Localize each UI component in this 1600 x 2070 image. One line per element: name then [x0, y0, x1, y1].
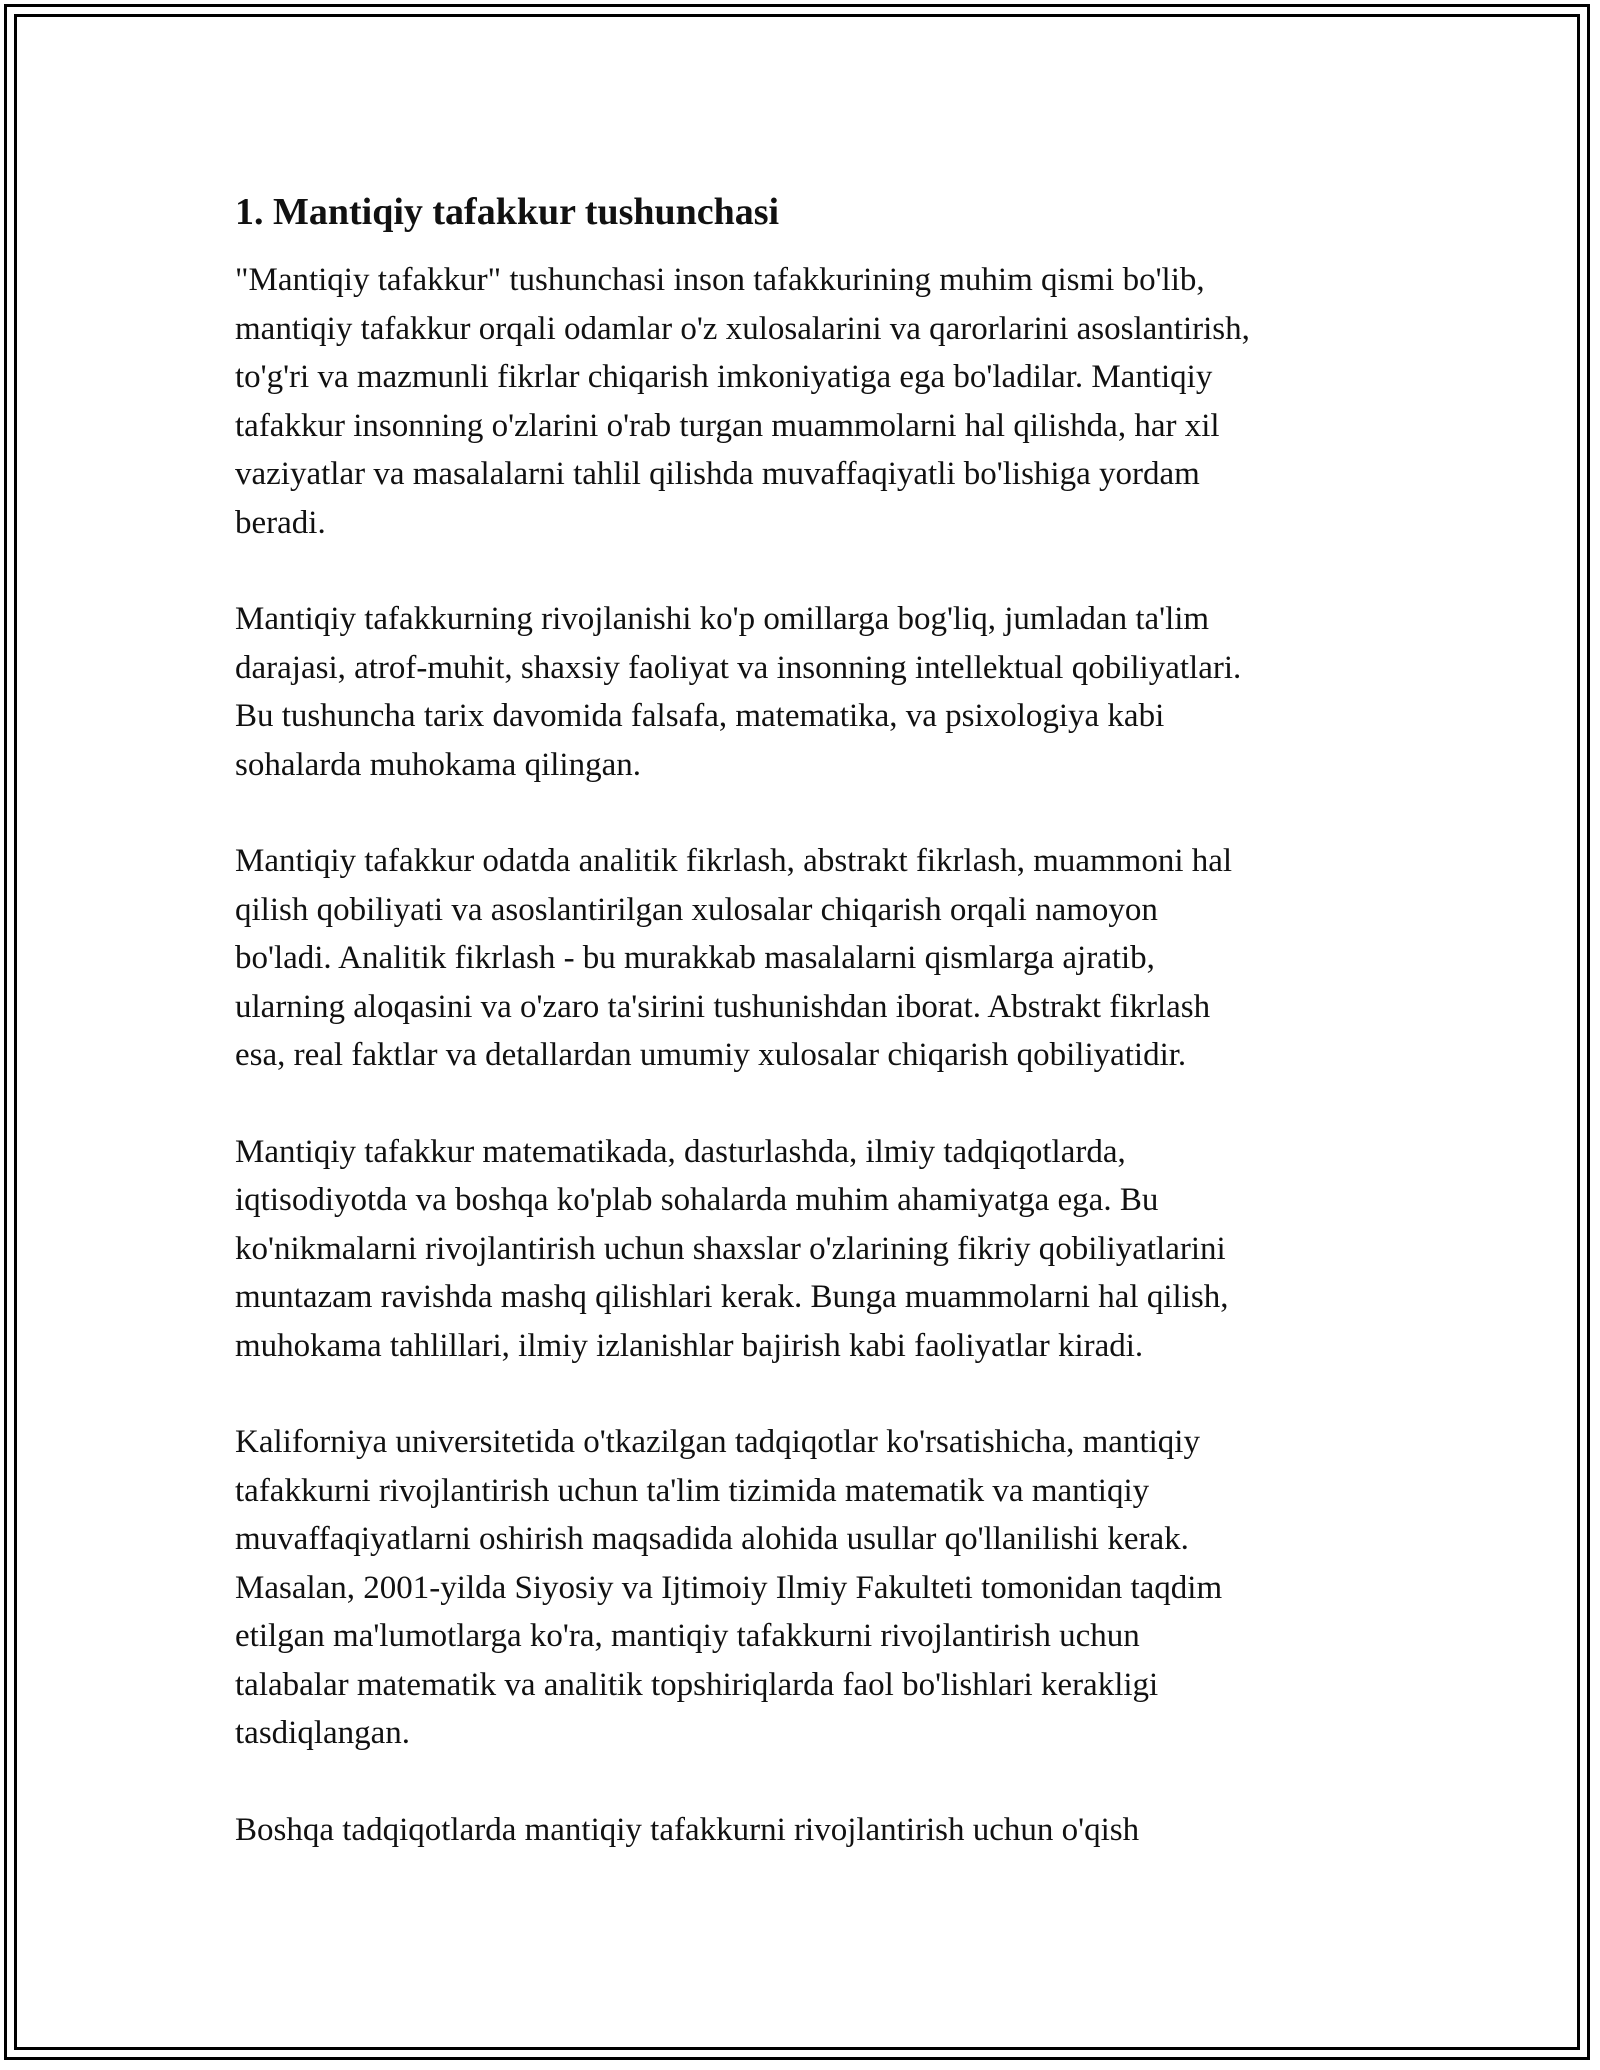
section-heading: 1. Mantiqiy tafakkur tushunchasi: [235, 191, 780, 233]
paragraph-line: Masalan, 2001-yilda Siyosiy va Ijtimoiy Ilmiy Fakulteti tomonidan taqdim: [235, 1569, 1223, 1606]
paragraph-line: muhokama tahlillari, ilmiy izlanishlar bajirish kabi faoliyatlar kiradi.: [235, 1327, 1144, 1364]
paragraph: [235, 256, 1395, 547]
paragraph-line: ularning aloqasini va o'zaro ta'sirini tushunishdan iborat. Abstrakt fikrlash: [235, 988, 1211, 1025]
document-body: [235, 188, 1395, 1854]
paragraph-line: muvaffaqiyatlarni oshirish maqsadida alohida usullar qo'llanilishi kerak.: [235, 1521, 1189, 1557]
paragraph: [235, 1418, 1395, 1758]
paragraph-line: Bu tushuncha tarix davomida falsafa, matematika, va psixologiya kabi: [235, 698, 1165, 734]
paragraph-line: mantiqiy tafakkur orqali odamlar o'z xulosalarini va qarorlarini asoslantirish,: [235, 310, 1250, 347]
paragraph-line: muntazam ravishda mashq qilishlari kerak. Bunga muammolarni hal qilish,: [235, 1279, 1229, 1315]
paragraph-line: Mantiqiy tafakkur matematikada, dasturlashda, ilmiy tadqiqotlarda,: [235, 1133, 1126, 1170]
paragraph-line: Boshqa tadqiqotlarda mantiqiy tafakkurni rivojlantirish uchun o'qish: [235, 1811, 1140, 1848]
paragraph: [235, 595, 1395, 789]
paragraph-line: esa, real faktlar va detallardan umumiy xulosalar chiqarish qobiliyatidir.: [235, 1037, 1187, 1073]
paragraph-line: bo'ladi. Analitik fikrlash - bu murakkab masalalarni qismlarga ajratib,: [235, 940, 1155, 976]
paragraph-line: Mantiqiy tafakkur odatda analitik fikrlash, abstrakt fikrlash, muammoni hal: [235, 843, 1233, 879]
paragraphs-container: [235, 256, 1395, 1854]
paragraph-line: vaziyatlar va masalalarni tahlil qilishda muvaffaqiyatli bo'lishiga yordam: [235, 456, 1200, 492]
paragraph-line: etilgan ma'lumotlarga ko'ra, mantiqiy tafakkurni rivojlantirish uchun: [235, 1618, 1140, 1654]
paragraph-line: Kaliforniya universitetida o'tkazilgan tadqiqotlar ko'rsatishicha, mantiqiy: [235, 1424, 1200, 1460]
paragraph-line: tasdiqlangan.: [235, 1715, 411, 1751]
paragraph-line: to'g'ri va mazmunli fikrlar chiqarish imkoniyatiga ega bo'ladilar. Mantiqiy: [235, 359, 1213, 395]
paragraph-line: tafakkur insonning o'zlarini o'rab turgan muammolarni hal qilishda, har xil: [235, 407, 1220, 444]
paragraph-line: beradi.: [235, 504, 326, 541]
paragraph-line: Mantiqiy tafakkurning rivojlanishi ko'p omillarga bog'liq, jumladan ta'lim: [235, 601, 1210, 637]
paragraph-line: iqtisodiyotda va boshqa ko'plab sohalarda muhim ahamiyatga ega. Bu: [235, 1182, 1159, 1218]
paragraph-line: ko'nikmalarni rivojlantirish uchun shaxslar o'zlarining fikriy qobiliyatlarini: [235, 1230, 1226, 1267]
paragraph-line: "Mantiqiy tafakkur" tushunchasi inson tafakkurining muhim qismi bo'lib,: [235, 262, 1205, 298]
paragraph-line: darajasi, atrof-muhit, shaxsiy faoliyat va insonning intellektual qobiliyatlari.: [235, 649, 1242, 686]
paragraph-line: tafakkurni rivojlantirish uchun ta'lim tizimida matematik va mantiqiy: [235, 1472, 1150, 1509]
paragraph-line: sohalarda muhokama qilingan.: [235, 746, 641, 783]
paragraph: [235, 1806, 1395, 1855]
paragraph: [235, 1128, 1395, 1371]
paragraph-line: talabalar matematik va analitik topshiriqlarda faol bo'lishlari kerakligi: [235, 1666, 1159, 1703]
paragraph-line: qilish qobiliyati va asoslantirilgan xulosalar chiqarish orqali namoyon: [235, 891, 1158, 928]
paragraph: [235, 837, 1395, 1080]
